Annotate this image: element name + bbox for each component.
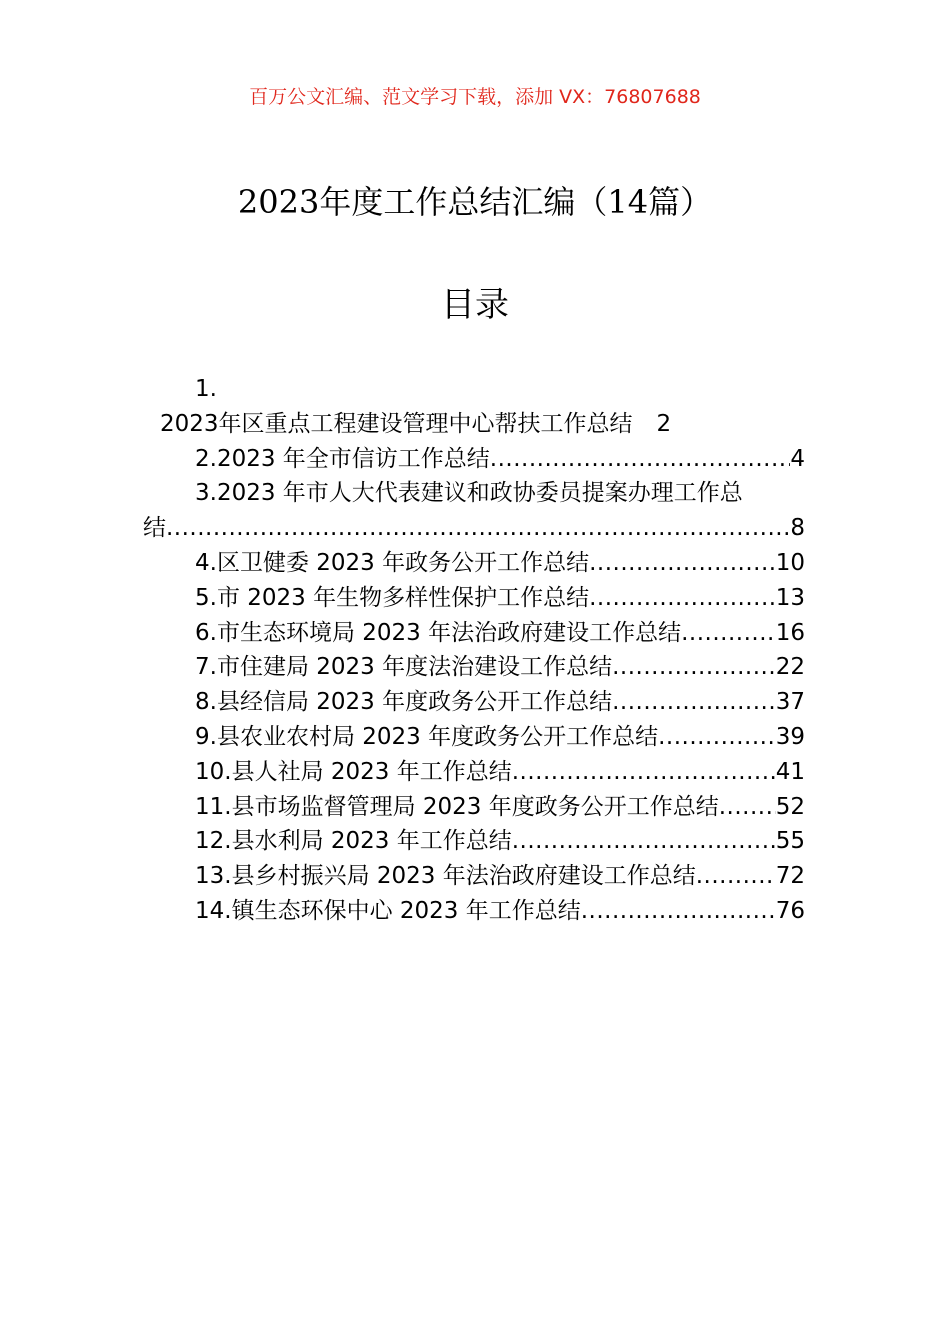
table-of-contents	[0, 372, 950, 929]
toc-item-7-title[interactable]: 7.市住建局 2023 年度法治建设工作总结	[195, 654, 613, 681]
toc-leader-dots	[589, 581, 776, 616]
toc-item-3-title-cont[interactable]: 结	[143, 515, 166, 542]
toc-item-5-title[interactable]: 5.市 2023 年生物多样性保护工作总结	[195, 584, 590, 611]
toc-item-1-title[interactable]: 2023年区重点工程建设管理中心帮扶工作总结	[160, 410, 633, 437]
title-year: 2023	[237, 183, 320, 221]
toc-item-1[interactable]	[160, 407, 950, 442]
toc-item-12-page[interactable]: 55	[775, 828, 805, 855]
toc-item-6[interactable]	[195, 616, 805, 651]
toc-leader-dots	[612, 650, 776, 685]
toc-item-6-page[interactable]: 16	[775, 619, 805, 646]
toc-item-10-page[interactable]: 41	[775, 758, 805, 785]
toc-item-2-title[interactable]: 2.2023 年全市信访工作总结	[195, 445, 490, 472]
toc-leader-dots	[719, 790, 776, 825]
header-watermark-note: 百万公文汇编、范文学习下载，添加 VX：76807688	[249, 86, 701, 108]
toc-leader-dots	[166, 511, 790, 546]
toc-item-11-title[interactable]: 11.县市场监督管理局 2023 年度政务公开工作总结	[195, 793, 719, 820]
toc-item-8-title[interactable]: 8.县经信局 2023 年度政务公开工作总结	[195, 689, 613, 716]
toc-item-13-title[interactable]: 13.县乡村振兴局 2023 年法治政府建设工作总结	[195, 863, 696, 890]
toc-item-9-title[interactable]: 9.县农业农村局 2023 年度政务公开工作总结	[195, 723, 659, 750]
toc-item-9[interactable]	[195, 720, 805, 755]
title-middle: 年度工作总结汇编（	[319, 183, 608, 221]
toc-item-11[interactable]	[195, 790, 805, 825]
toc-leader-dots	[581, 894, 776, 929]
toc-heading: 目录	[441, 285, 509, 325]
toc-item-12-title[interactable]: 12.县水利局 2023 年工作总结	[195, 828, 512, 855]
toc-item-3-title[interactable]: 3.2023 年市人大代表建议和政协委员提案办理工作总	[195, 480, 743, 507]
toc-item-7-page[interactable]: 22	[775, 654, 805, 681]
toc-item-1-page[interactable]: 2	[656, 410, 672, 437]
title-end: 篇）	[648, 183, 713, 221]
toc-item-1-number[interactable]: 1.	[195, 376, 217, 402]
toc-item-3-continuation[interactable]	[143, 511, 805, 546]
toc-item-13-page[interactable]: 72	[775, 863, 805, 890]
toc-item-10-title[interactable]: 10.县人社局 2023 年工作总结	[195, 758, 512, 785]
toc-item-9-page[interactable]: 39	[775, 723, 805, 750]
toc-item-5[interactable]	[195, 581, 805, 616]
toc-item-7[interactable]	[195, 650, 805, 685]
toc-item-11-page[interactable]: 52	[775, 793, 805, 820]
toc-item-5-page[interactable]: 13	[775, 584, 805, 611]
toc-item-1-number-line	[0, 372, 950, 407]
toc-item-3-page[interactable]: 8	[790, 515, 805, 542]
toc-item-4-title[interactable]: 4.区卫健委 2023 年政务公开工作总结	[195, 549, 590, 576]
toc-item-3[interactable]	[195, 476, 805, 511]
toc-item-8[interactable]	[195, 685, 805, 720]
toc-item-14[interactable]	[195, 894, 805, 929]
toc-leader-dots	[490, 442, 791, 477]
toc-item-13[interactable]	[195, 859, 805, 894]
toc-leader-dots	[658, 720, 776, 755]
toc-item-4-page[interactable]: 10	[775, 549, 805, 576]
document-title	[0, 180, 950, 224]
toc-item-12[interactable]	[195, 824, 805, 859]
toc-leader-dots	[696, 859, 776, 894]
toc-leader-dots	[512, 755, 776, 790]
toc-leader-dots	[681, 616, 776, 651]
toc-item-4[interactable]	[195, 546, 805, 581]
toc-leader-dots	[589, 546, 776, 581]
toc-item-14-title[interactable]: 14.镇生态环保中心 2023 年工作总结	[195, 897, 581, 924]
toc-item-8-page[interactable]: 37	[775, 689, 805, 716]
title-count: 14	[607, 183, 649, 221]
toc-item-2[interactable]	[195, 442, 805, 477]
toc-item-2-page[interactable]: 4	[790, 445, 805, 472]
toc-item-10[interactable]	[195, 755, 805, 790]
toc-item-14-page[interactable]: 76	[775, 897, 805, 924]
toc-leader-dots	[512, 824, 776, 859]
toc-leader-dots	[612, 685, 776, 720]
toc-item-6-title[interactable]: 6.市生态环境局 2023 年法治政府建设工作总结	[195, 619, 682, 646]
